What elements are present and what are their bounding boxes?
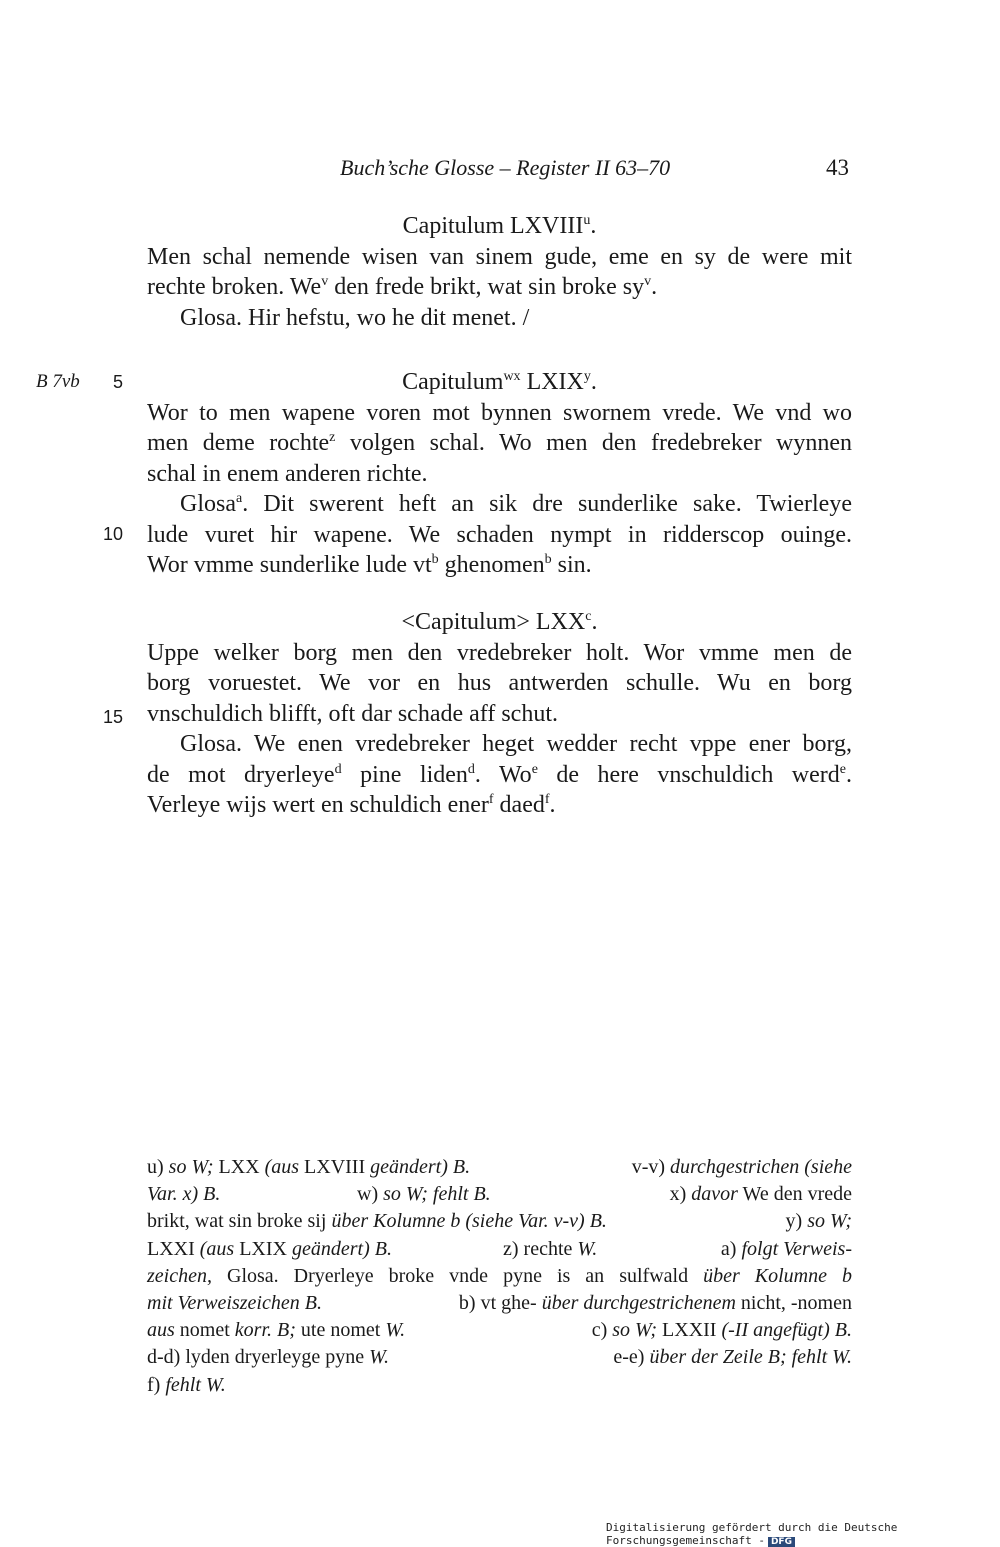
critical-apparatus — [147, 1154, 852, 1399]
section-capitulum-68 — [147, 211, 852, 333]
text-line: rechte broken. We$^v$ den frede brikt, wat sin broke $sy^v$. — [147, 274, 658, 300]
dfg-logo: DFG — [768, 1537, 795, 1547]
apparatus-line: mit Verweiszeichen B. b) vt ghe- über durchgestrichenem nicht, -nomen — [147, 1291, 852, 1314]
footer-text: Digitalisierung gefördert durch die Deutsche Forschungsgemeinschaft - — [606, 1521, 898, 1547]
glosa-line: de mot dryerleye$^d$ pine liden$^d$. Wo$^e$ de here vnschuldich werd$^e$. — [147, 761, 853, 788]
running-head — [0, 155, 1000, 189]
glosa-line: Verleye wijs wert en schuldich ener$^f$ daed$^f$. — [147, 792, 556, 818]
manuscript-siglum: B 7vb — [36, 371, 80, 392]
text-line: Uppe welker borg men den vredebreker holt. Wor vmme men de — [147, 639, 852, 666]
glosa-line: Glosa. We enen vredebreker heget wedder recht vppe ener borg, — [180, 731, 852, 757]
glosa-line: Wor vmme sunderlike lude $vt^b$ ghenomen$^b$ sin. — [147, 552, 592, 578]
apparatus-line: LXXI (aus LXIX geändert) B. z) rechte W. a) folgt Verweis- — [147, 1237, 852, 1260]
glosa-line: Glosa$^a$. Dit swerent heft an sik dre sunderlike sake. Twierleye — [180, 491, 852, 517]
text-line: Wor to men wapene voren mot bynnen swornem vrede. We vnd wo — [147, 399, 852, 426]
section-heading: <Capitulum> $LXX^c$. — [401, 609, 598, 635]
text-line: Men schal nemende wisen van sinem gude, eme en sy de were mit — [147, 243, 852, 270]
glosa-line: lude vuret hir wapene. We schaden nympt in ridderscop ouinge. — [147, 521, 852, 548]
text-line: vnschuldich blifft, oft dar schade aff schut. — [147, 700, 558, 727]
page-number: 43 — [826, 155, 849, 180]
line-number: 10 — [102, 524, 123, 544]
section-heading: Capitulum LXVIII$^u$. — [402, 213, 597, 239]
text-line: men deme rochte$^z$ volgen schal. Wo men den fredebreker wynnen — [147, 430, 853, 456]
apparatus-line: brikt, wat sin broke sij über Kolumne b (siehe Var. v-v) B. y) so W; — [147, 1210, 852, 1233]
running-title: Buch’sche Glosse – Register II 63–70 — [340, 155, 671, 180]
apparatus-line: d-d) lyden dryerleyge pyne W. e-e) über der Zeile B; fehlt W. — [147, 1346, 852, 1369]
line-number: 5 — [112, 372, 123, 392]
section-capitulum-69 — [147, 367, 852, 581]
apparatus-line: zeichen, Glosa. Dryerleye broke vnde pyne is an sulfwald über Kolumne b — [147, 1264, 852, 1287]
apparatus-line: f) fehlt W. — [147, 1373, 226, 1396]
text-line: borg voruestet. We vor en hus antwerden schulle. Wu en borg — [147, 670, 852, 696]
apparatus-line: aus nomet korr. B; ute nomet W. c) so W; LXXII (-II angefügt) B. — [147, 1319, 852, 1342]
apparatus-line: u) so W; LXX (aus LXVIII geändert) B. v-v) durchgestrichen (siehe — [147, 1156, 852, 1178]
digitization-footer — [606, 1521, 1000, 1547]
section-heading: Capitulum$^{wx}$ LXIX$^y$. — [402, 369, 597, 395]
apparatus-line: Var. x) B. w) so W; fehlt B. x) davor We den vrede — [147, 1183, 852, 1206]
glosa-line: Glosa. Hir hefstu, wo he dit menet. / — [180, 304, 530, 331]
text-line: schal in enem anderen richte. — [147, 460, 428, 487]
section-capitulum-70 — [147, 607, 852, 821]
line-number: 15 — [102, 707, 123, 727]
